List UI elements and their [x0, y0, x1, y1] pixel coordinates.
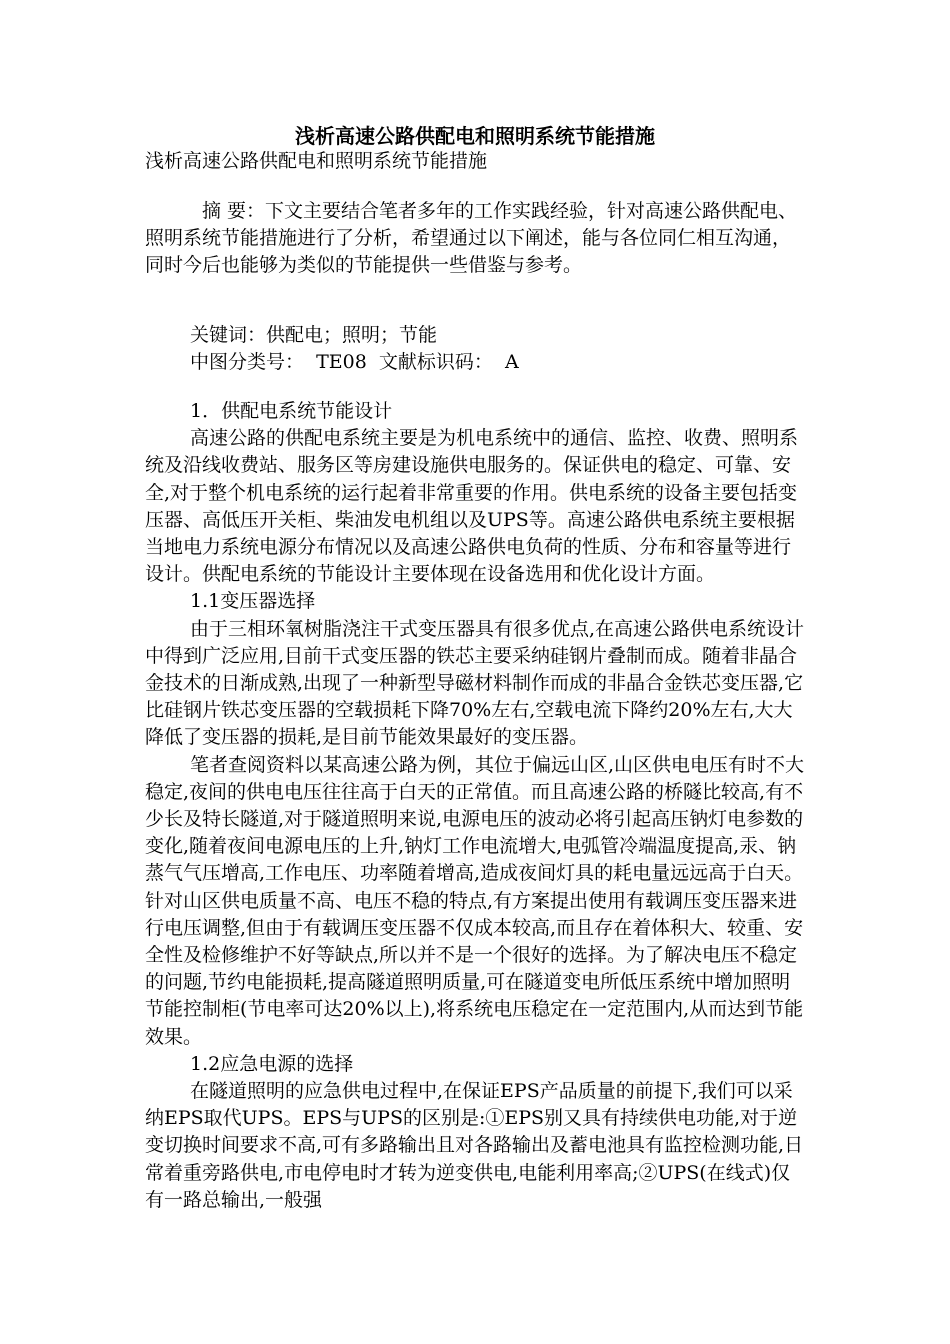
section-1-1-paragraph-1: 由于三相环氧树脂浇注干式变压器具有很多优点,在高速公路供电系统设计中得到广泛应用,目前干式变压器的铁芯主要采纳硅钢片叠制而成。随着非晶合金技术的日渐成熟,出现了一种新型导磁材料制作而成的非晶合金铁芯变压器,它比硅钢片铁芯变压器的空载损耗下降70%左右,空载电流下降约20%左右,大大降低了变压器的损耗,是目前节能效果最好的变压器。 [145, 617, 805, 749]
classification-line: 中图分类号： TE08 文献标识码： A [190, 351, 519, 373]
document-subtitle: 浅析高速公路供配电和照明系统节能措施 [145, 150, 488, 172]
section-1-paragraph: 高速公路的供配电系统主要是为机电系统中的通信、监控、收费、照明系统及沿线收费站、服务区等房建设施供电服务的。保证供电的稳定、可靠、安全,对于整个机电系统的运行起着非常重要的作用。供电系统的设备主要包括变压器、高低压开关柜、柴油发电机组以及UPS等。高速公路供电系统主要根据当地电力系统电源分布情况以及高速公路供电负荷的性质、分布和容量等进行设计。供配电系统的节能设计主要体现在设备选用和优化设计方面。 [145, 427, 799, 586]
section-heading-1: 1．供配电系统节能设计 [190, 400, 393, 422]
abstract-paragraph: 摘 要：下文主要结合笔者多年的工作实践经验，针对高速公路供配电、照明系统节能措施进行了分析，希望通过以下阐述，能与各位同仁相互沟通，同时今后也能够为类似的节能提供一些借鉴与参考。 [145, 200, 798, 277]
keywords-line: 关键词：供配电；照明；节能 [190, 324, 438, 346]
section-heading-1-1: 1.1变压器选择 [190, 590, 316, 613]
section-heading-1-2: 1.2应急电源的选择 [190, 1052, 354, 1075]
main-text [145, 398, 805, 1214]
section-1-1-paragraph-2: 笔者查阅资料以某高速公路为例，其位于偏远山区,山区供电电压有时不大稳定,夜间的供电电压往往高于白天的正常值。而且高速公路的桥隧比较高,有不少长及特长隧道,对于隧道照明来说,电源电压的波动必将引起高压钠灯电参数的变化,随着夜间电源电压的上升,钠灯工作电流增大,电弧管冷端温度提高,汞、钠蒸气气压增高,工作电压、功率随着增高,造成夜间灯具的耗电量远远高于白天。针对山区供电质量不高、电压不稳的特点,有方案提出使用有载调压变压器来进行电压调整,但由于有载调压变压器不仅成本较高,而且存在着体积大、较重、安全性及检修维护不好等缺点,所以并不是一个很好的选择。为了解决电压不稳定的问题,节约电能损耗,提高隧道照明质量,可在隧道变电所低压系统中增加照明节能控制柜(节电率可达20%以上),将系统电压稳定在一定范围内,从而达到节能效果。 [145, 753, 805, 1048]
section-1-2-paragraph-1: 在隧道照明的应急供电过程中,在保证EPS产品质量的前提下,我们可以采纳EPS取代UPS。EPS与UPS的区别是:①EPS别又具有持续供电功能,对于逆变切换时间要求不高,可有多路输出且对各路输出及蓄电池具有监控检测功能,日常着重旁路供电,市电停电时才转为逆变供电,电能利用率高;②UPS(在线式)仅有一路总输出,一般强 [145, 1080, 804, 1211]
document-title: 浅析高速公路供配电和照明系统节能措施 [295, 124, 655, 148]
